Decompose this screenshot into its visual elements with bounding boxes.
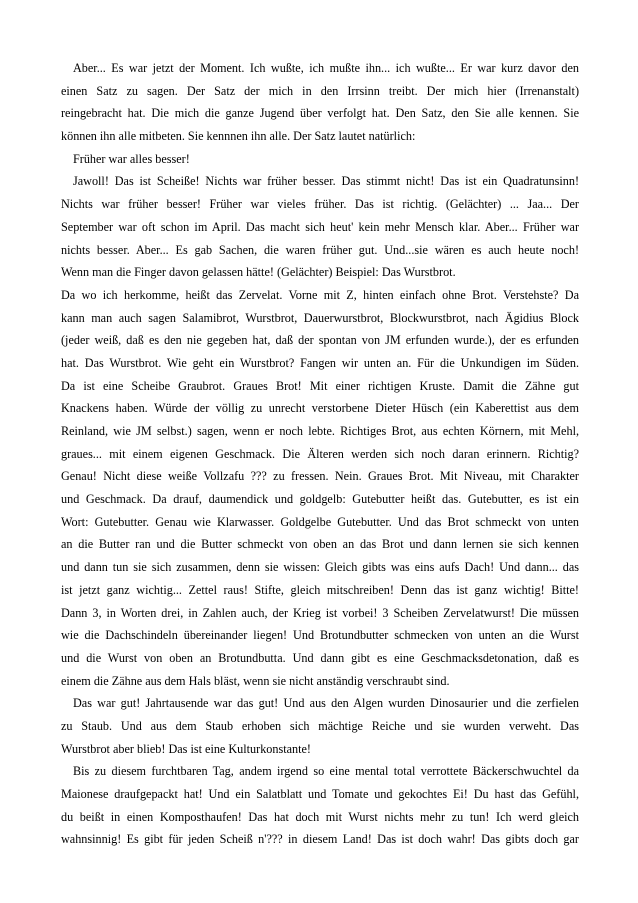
- text-line: ist jetzt ganz wichtig... Zettel raus! Stifte, gleich mitschreiben! Denn das ist ganz wichtig! Bitte!: [61, 582, 579, 597]
- text-line: hat. Das Wurstbrot. Wie geht ein Wurstbrot? Fangen wir unten an. Für die Unkundigen im Süden.: [61, 355, 579, 370]
- text-line: graues... mit einem eigenen Geschmack. Die Älteren werden sich noch daran erinnern. Richtig?: [61, 446, 579, 461]
- text-line: und die Wurst von oben an Brotundbutta. Und dann gibt es eine Geschmacksdetonation, daß es: [61, 650, 579, 665]
- text-line: Wurstbrot aber blieb! Das ist eine Kulturkonstante!: [61, 741, 311, 756]
- text-line: und dann tun sie sich zusammen, denn sie wissen: Gleich gibts was eins aufs Dach! Und dann... das: [61, 560, 579, 575]
- text-line: reingebracht hat. Die mich die ganze Jugend über verfolgt hat. Den Satz, den Sie alle kennen. Sie: [61, 106, 579, 121]
- text-line: (jeder weiß, daß es den nie gegeben hat, daß der spontan von JM erfunden wurde.), der es erfunden: [61, 333, 579, 348]
- text-line: Das war gut! Jahrtausende war das gut! Und aus den Algen wurden Dinosaurier und die zerfielen: [73, 696, 579, 711]
- text-line: Jawoll! Das ist Scheiße! Nichts war früher besser. Das stimmt nicht! Das ist ein Quadratunsinn!: [73, 174, 579, 189]
- text-line: Da ist eine Scheibe Graubrot. Graues Brot! Mit einer richtigen Kruste. Damit die Zähne gut: [61, 378, 579, 393]
- text-line: Maionese draufgepackt hat! Und ein Salatblatt und Tomate und gekochtes Ei! Du hast das Gefühl,: [61, 787, 579, 801]
- text-line: Reinland, wie JM selbst.) sagen, wenn er noch lebte. Richtiges Brot, aus echten Körnern, mit Mehl,: [61, 424, 579, 438]
- text-line: wie die Dachschindeln übereinander liegen! Und Brotundbutter schmecken von unten an die Wurst: [61, 628, 579, 643]
- text-line: du beißt in einen Komposthaufen! Das hat doch mit Wurst nichts mehr zu tun! Ich werd gleich: [61, 809, 579, 824]
- text-line: kann man auch sagen Salamibrot, Wurstbrot, Dauerwurstbrot, Blockwurstbrot, nach Ägidius Block: [61, 310, 579, 325]
- text-line: Nichts war früher besser! Früher war vieles früher. Das ist richtig. (Gelächter) ... Jaa... Der: [61, 197, 579, 212]
- text-line: wahnsinnig! Es gibt für jeden Scheiß n'??? in diesem Land! Das ist doch wahr! Das gibts doch gar: [61, 832, 579, 847]
- text-line: Aber... Es war jetzt der Moment. Ich wußte, ich mußte ihn... ich wußte... Er war kurz davor den: [73, 61, 579, 75]
- text-line: einen Satz zu sagen. Der Satz der mich in den Irrsinn treibt. Der mich hier (Irrenanstalt): [61, 83, 579, 98]
- text-line: nichts besser. Aber... Es gab Sachen, die waren früher gut. Und...sie wären es auch heute noch!: [61, 242, 579, 257]
- text-line: Da wo ich herkomme, heißt das Zervelat. Vorne mit Z, hinten einfach ohne Brot. Verstehste? Da: [61, 287, 579, 302]
- text-line: und Geschmack. Da drauf, daumendick und goldgelb: Gutebutter heißt das. Gutebutter, es ist ein: [61, 492, 579, 507]
- text-line: einem die Zähne aus dem Hals bläst, wenn sie nicht anständig verschraubt sind.: [61, 673, 450, 688]
- text-line: Wenn man die Finger davon gelassen hätte! (Gelächter) Beispiel: Das Wurstbrot.: [61, 265, 456, 280]
- text-line: können ihn alle mitbeten. Sie kennnen ihn alle. Der Satz lautet natürlich:: [61, 129, 416, 144]
- text-line: September war oft schon im April. Das macht sich heut' kein mehr Mensch klar. Aber... Früher war: [61, 219, 579, 234]
- document-page: [61, 57, 579, 851]
- text-line: Bis zu diesem furchtbaren Tag, andem irgend so eine mental total verrottete Bäckerschwuchtel da: [73, 764, 579, 779]
- text-line: an die Butter ran und die Butter schmeckt von oben an das Brot und dann lernen sie sich kennen: [61, 537, 579, 552]
- text-line: Dann 3, in Worten drei, in Zahlen auch, der Krieg ist vorbei! 3 Scheiben Zervelatwurst! Die müssen: [61, 605, 579, 620]
- text-line: zu Staub. Und aus dem Staub erhoben sich mächtige Reiche und sie wurden verweht. Das: [61, 718, 579, 733]
- text-line: Genau! Nicht diese weiße Vollzafu ??? zu fressen. Nein. Graues Brot. Mit Niveau, mit Charakter: [61, 469, 579, 484]
- text-line: Früher war alles besser!: [73, 151, 190, 166]
- text-line: Knackens haben. Würde der völlig zu unrecht verstorbene Dieter Hüsch (ein Kaberettist aus dem: [61, 401, 579, 416]
- text-line: Wort: Gutebutter. Genau wie Klarwasser. Goldgelbe Gutebutter. Und das Brot schmeckt von unten: [61, 514, 579, 529]
